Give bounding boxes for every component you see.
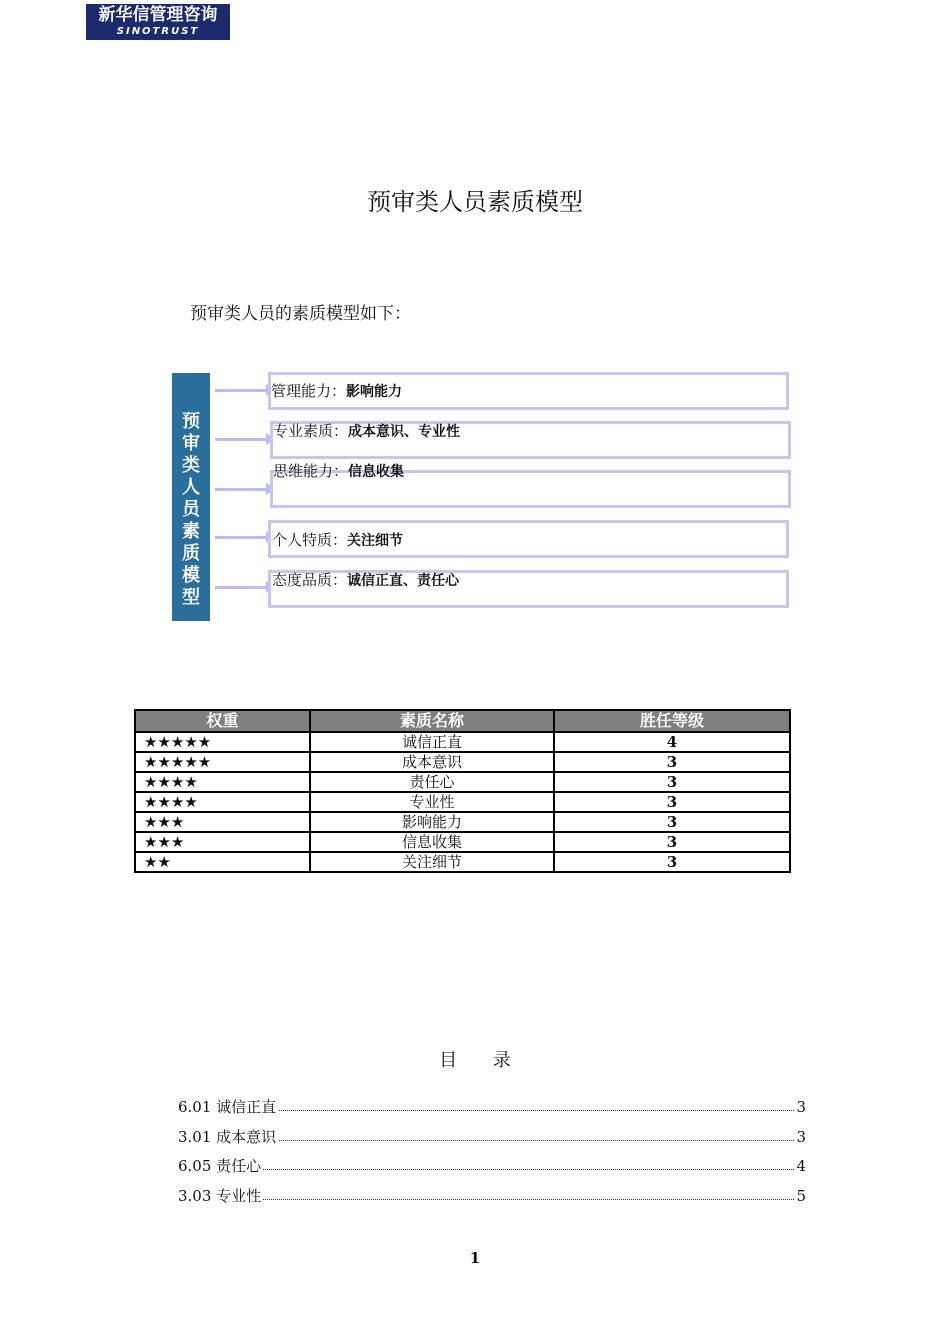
arrow-icon (215, 536, 267, 539)
diagram-item-value: 信息收集 (348, 464, 405, 480)
competency-name: 专业性 (310, 792, 554, 812)
toc-leader-dots (178, 1199, 806, 1200)
side-label-char: 型 (182, 587, 200, 608)
arrow-icon (215, 389, 267, 392)
diagram-side-label (172, 411, 210, 609)
diagram-item-category: 态度品质： (272, 571, 348, 589)
company-logo (86, 4, 230, 40)
table-header-row (135, 710, 790, 732)
competency-name: 信息收集 (310, 832, 554, 852)
diagram-item-management (271, 382, 402, 401)
diagram-side-bar (172, 373, 210, 621)
side-label-char: 员 (182, 499, 200, 520)
diagram-item-personal (272, 531, 403, 550)
page-number: 1 (469, 1249, 481, 1267)
arrow-icon (215, 488, 267, 491)
weight-stars: ★★★★★ (135, 732, 310, 752)
side-label-char: 素 (182, 521, 200, 542)
document-title: 预审类人员素质模型 (367, 188, 583, 216)
diagram-item-professional (273, 422, 460, 441)
toc-entry-label: 6.05 责任心 (178, 1157, 262, 1175)
weight-stars: ★★★★★ (135, 752, 310, 772)
weight-stars: ★★★ (135, 812, 310, 832)
competency-level: 3 (554, 832, 790, 852)
weight-stars: ★★ (135, 852, 310, 872)
toc-entry-label: 3.01 成本意识 (178, 1128, 277, 1146)
side-label-char: 预 (182, 411, 200, 432)
diagram-item-value: 诚信正直、责任心 (347, 573, 460, 589)
logo-chinese-text: 新华信管理咨询 (98, 5, 218, 25)
diagram-item-category: 思维能力： (273, 462, 349, 480)
logo-english-text: SINOTRUST (116, 26, 200, 37)
side-label-char: 模 (182, 565, 200, 586)
header-level: 胜任等级 (554, 710, 790, 732)
header-competency: 素质名称 (310, 710, 554, 732)
competency-level: 3 (554, 852, 790, 872)
toc-entry[interactable] (178, 1097, 806, 1117)
diagram-item-value: 成本意识、专业性 (348, 424, 461, 440)
side-label-char: 类 (182, 455, 200, 476)
toc-entry-label: 3.03 专业性 (178, 1187, 262, 1205)
weight-stars: ★★★★ (135, 772, 310, 792)
competency-name: 影响能力 (310, 812, 554, 832)
competency-name: 诚信正直 (310, 732, 554, 752)
competency-level: 4 (554, 732, 790, 752)
table-row (135, 752, 790, 772)
competency-name: 责任心 (310, 772, 554, 792)
table-row (135, 812, 790, 832)
toc-entry[interactable] (178, 1156, 806, 1176)
toc-entry-page: 3 (796, 1128, 806, 1146)
competency-level: 3 (554, 812, 790, 832)
toc-entry-label: 6.01 诚信正直 (178, 1098, 277, 1116)
toc-title: 目 录 (439, 1050, 511, 1071)
side-label-char: 质 (182, 543, 200, 564)
competency-name: 关注细节 (310, 852, 554, 872)
toc-leader-dots (178, 1169, 806, 1170)
table-row (135, 832, 790, 852)
competency-table (134, 709, 791, 873)
toc-entry-page: 4 (796, 1157, 806, 1175)
intro-paragraph: 预审类人员的素质模型如下： (190, 304, 411, 324)
competency-level: 3 (554, 792, 790, 812)
competency-name: 成本意识 (310, 752, 554, 772)
table-row (135, 792, 790, 812)
arrow-icon (215, 438, 267, 441)
header-weight: 权重 (135, 710, 310, 732)
diagram-item-thinking (273, 462, 404, 481)
toc-entry-page: 5 (796, 1187, 806, 1205)
diagram-item-attitude (272, 571, 459, 590)
table-row (135, 852, 790, 872)
toc-entry-page: 3 (796, 1098, 806, 1116)
table-row (135, 772, 790, 792)
toc-entry[interactable] (178, 1186, 806, 1206)
weight-stars: ★★★★ (135, 792, 310, 812)
diagram-item-value: 关注细节 (347, 533, 404, 549)
competency-level: 3 (554, 752, 790, 772)
side-label-char: 审 (182, 433, 200, 454)
diagram-item-value: 影响能力 (346, 384, 403, 400)
side-label-char: 人 (182, 477, 200, 498)
toc-entry[interactable] (178, 1127, 806, 1147)
diagram-item-category: 专业素质： (273, 422, 349, 440)
diagram-item-category: 个人特质： (272, 531, 348, 549)
table-row (135, 732, 790, 752)
arrow-icon (215, 586, 267, 589)
competency-level: 3 (554, 772, 790, 792)
diagram-item-category: 管理能力： (271, 382, 347, 400)
weight-stars: ★★★ (135, 832, 310, 852)
